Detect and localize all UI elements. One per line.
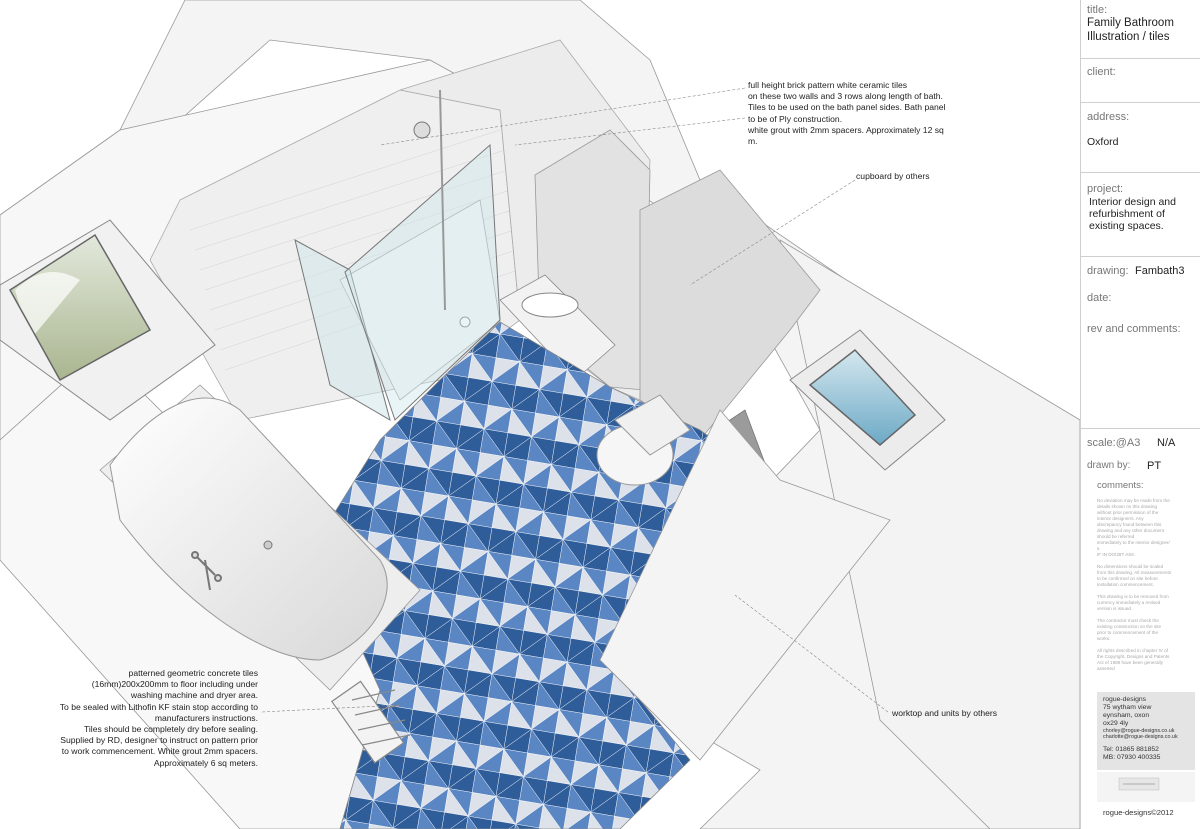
floor-tile xyxy=(773,429,797,457)
floor-tile xyxy=(623,18,651,42)
floor-tile xyxy=(330,453,354,481)
floor-tile xyxy=(627,0,651,18)
floor-tile xyxy=(0,662,6,690)
floor-tile xyxy=(757,381,785,405)
floor-tile xyxy=(725,129,749,157)
address-value: Oxford xyxy=(1087,136,1119,148)
client-label: client: xyxy=(1087,66,1116,78)
floor-tile xyxy=(14,595,38,623)
floor-tile xyxy=(326,480,354,504)
floor-tile xyxy=(650,0,678,18)
floor-tile xyxy=(717,761,741,789)
floor-tile xyxy=(721,761,745,789)
date-label: date: xyxy=(1087,292,1112,304)
drawing-title: Family Bathroom Illustration / tiles xyxy=(1087,17,1174,43)
floor-tile xyxy=(342,405,366,433)
floor-tile xyxy=(61,773,85,801)
floor-tile xyxy=(6,642,30,670)
floor-tile xyxy=(709,77,737,101)
floor-tile xyxy=(828,243,856,267)
drawn-value: PT xyxy=(1147,460,1162,472)
floor-tile xyxy=(286,421,314,445)
drawing-value: Fambath3 xyxy=(1135,265,1185,277)
floor-tile xyxy=(638,796,666,820)
floor-tile xyxy=(176,796,204,820)
floor-tile xyxy=(37,622,61,650)
annotation-cupboard: cupboard by others xyxy=(856,171,930,181)
floor-tile xyxy=(808,219,836,243)
floor-tile xyxy=(769,164,797,188)
floor-tile xyxy=(306,449,334,473)
floor-tile xyxy=(610,816,638,829)
floor-tile xyxy=(769,184,793,212)
floor-tile xyxy=(152,788,176,816)
floor-tile xyxy=(658,824,686,829)
floor-tile xyxy=(694,761,722,785)
floor-tile xyxy=(789,212,813,240)
floor-tile xyxy=(128,784,156,808)
floor-tile xyxy=(156,769,184,793)
floor-tile xyxy=(650,18,674,46)
floor-tile xyxy=(314,405,342,429)
floor-tile xyxy=(10,622,38,646)
basin xyxy=(522,293,578,317)
logo-icon xyxy=(1097,772,1195,802)
project-value: Interior design and refurbishment of existing spaces. xyxy=(1089,196,1176,232)
company-logo xyxy=(1097,772,1195,802)
floor-tile xyxy=(124,808,148,829)
floor-tile xyxy=(172,816,196,829)
floor-tile xyxy=(828,247,856,271)
floor-tile xyxy=(769,160,797,184)
floor-tile xyxy=(670,46,694,74)
floor-tile xyxy=(745,156,769,184)
floor-tile xyxy=(101,804,129,828)
floor-tile xyxy=(662,69,690,93)
floor-tile xyxy=(706,101,730,129)
floor-tile xyxy=(334,453,358,481)
floor-tile xyxy=(777,409,805,433)
floor-tile xyxy=(674,0,698,26)
floor-tile xyxy=(682,101,710,125)
floor-tile xyxy=(156,788,180,816)
floor-tile xyxy=(0,638,10,662)
floor-tile xyxy=(753,401,777,429)
floor-tile xyxy=(666,800,690,828)
shower-head-icon xyxy=(414,122,430,138)
floor-tile xyxy=(128,788,156,812)
floor-tile xyxy=(749,156,773,184)
scale-label: scale:@A3 xyxy=(1087,437,1141,449)
floor-tile xyxy=(690,49,718,73)
floor-tile xyxy=(334,433,362,457)
company-address-2: eynsham, oxon xyxy=(1103,712,1150,719)
floor-tile xyxy=(81,781,109,805)
floor-tile xyxy=(709,101,733,129)
floor-tile xyxy=(670,22,698,46)
floor-tile xyxy=(603,0,631,14)
floor-tile xyxy=(634,820,658,829)
annotation-worktop: worktop and units by others xyxy=(892,708,998,718)
floor-tile xyxy=(690,53,718,77)
floor-tile xyxy=(792,164,816,192)
floor-tile xyxy=(314,425,338,453)
floor-tile xyxy=(33,622,57,650)
floor-tile xyxy=(101,808,129,829)
floor-tile xyxy=(195,824,223,829)
company-mobile: MB: 07930 400335 xyxy=(1103,753,1161,761)
floor-tile xyxy=(638,820,662,829)
address-label: address: xyxy=(1087,111,1130,123)
scale-value: N/A xyxy=(1157,437,1176,449)
floor-tile xyxy=(757,378,785,402)
floor-tile xyxy=(105,781,129,809)
floor-tile xyxy=(0,614,10,642)
floor-tile xyxy=(690,781,714,809)
drawing-label: drawing: xyxy=(1087,265,1129,277)
floor-tile xyxy=(789,188,817,212)
rev-label: rev and comments: xyxy=(1087,323,1181,335)
annotation-floor-tiles: patterned geometric concrete tiles (16mm)200x200mm to floor including under washing machine and dryer area. To be sealed with Lithofin KF stain stop according to manufacturers instructions. Tiles should be completely dry before sealing. Supplied by RD, designer to instruct on pattern prior to work commencement. White grout 2mm spacers. Approximately 6 sq meters. xyxy=(59,668,258,768)
floor-tile xyxy=(176,792,204,816)
floor-tile xyxy=(694,757,722,781)
floor-tile xyxy=(623,14,651,38)
floor-tile xyxy=(650,0,678,22)
floor-tile xyxy=(721,152,749,176)
floor-tile xyxy=(666,46,690,74)
floor-tile xyxy=(10,618,38,642)
floor-tile xyxy=(662,800,686,828)
company-email-2: charlotte@rogue-designs.co.uk xyxy=(1103,734,1178,741)
floor-tile xyxy=(682,97,710,121)
company-box xyxy=(1097,692,1195,770)
floor-tile xyxy=(808,216,836,240)
floor-tile xyxy=(757,401,781,429)
floor-tile xyxy=(702,125,730,149)
floor-tile xyxy=(148,816,176,829)
annotation-wall-tiles: full height brick pattern white ceramic tiles on these two walls and 3 rows along length of bath. Tiles to be used on the bath panel sides. Bath panel to be of Ply construction. white grout with 2mm spacers. Approximately 12 sq m. xyxy=(748,80,946,147)
floor-tile xyxy=(195,820,223,829)
floor-tile xyxy=(109,781,133,809)
floor-tile xyxy=(690,73,714,101)
floor-tile xyxy=(785,212,809,240)
title-block xyxy=(1080,0,1200,829)
floor-tile xyxy=(777,405,805,429)
floor-tile xyxy=(334,429,362,453)
floor-tile xyxy=(702,129,730,153)
floor-tile xyxy=(10,642,34,670)
floor-tile xyxy=(694,781,718,809)
floor-tile xyxy=(832,219,856,247)
floor-tile xyxy=(30,646,58,670)
company-address-3: ox29 4ly xyxy=(1103,720,1129,727)
floor-tile xyxy=(789,192,817,216)
floor-tile xyxy=(81,800,105,828)
floor-tile xyxy=(670,26,698,50)
floor-tile xyxy=(630,0,654,18)
comments-text: No deviation may be made from the details shown on this drawing without prior permission of the interior designer/s. Any discrepancy found between this drawing and any other document should be referred immediately to the interior designer/ s. IF IN DOUBT ASK. No dimensions should be scaled from this drawing. All measurements to be confirmed on site before installation commencement. This drawing is to be removed from currency immediately a revised version is issued. The contractor must check the existing construction on the site prior to commencement of the works. All rights described in chapter IV of the Copyright, Designs and Patents Act of 1988 have been generally asserted xyxy=(1097,498,1172,671)
title-label: title: xyxy=(1087,4,1108,16)
project-label: project: xyxy=(1087,183,1124,195)
floor-tile xyxy=(765,184,789,212)
company-email-1: chorley@rogue-designs.co.uk xyxy=(1103,728,1175,734)
floor-tile xyxy=(603,0,631,10)
floor-tile xyxy=(0,642,10,666)
copyright: rogue-designs©2012 xyxy=(1103,808,1174,817)
floor-tile xyxy=(0,614,14,642)
floor-tile xyxy=(128,808,152,829)
company-tel: Tel: 01865 881852 xyxy=(1103,745,1159,753)
floor-tile xyxy=(176,816,200,829)
floor-tile xyxy=(338,405,362,433)
floor-tile xyxy=(662,73,690,97)
floor-tile xyxy=(267,417,291,445)
comments-label: comments: xyxy=(1097,480,1144,491)
floor-tile xyxy=(812,192,836,220)
floor-tile xyxy=(148,812,176,829)
floor-tile xyxy=(306,453,334,477)
floor-tile xyxy=(713,53,737,81)
floor-tile xyxy=(852,247,876,275)
company-address-1: 75 wytham view xyxy=(1103,704,1152,711)
floor-tile xyxy=(777,429,801,457)
floor-tile xyxy=(666,781,694,805)
floor-tile xyxy=(646,18,670,46)
floor-tile xyxy=(81,777,109,801)
floor-tile xyxy=(0,595,18,619)
bath-drain-icon xyxy=(264,541,272,549)
company-name: rogue-designs xyxy=(1103,696,1147,703)
column-panel xyxy=(640,170,820,440)
drawn-label: drawn by: xyxy=(1087,460,1131,471)
floor-tile xyxy=(286,425,314,449)
floor-tile xyxy=(694,26,718,54)
floor-tile xyxy=(310,425,334,453)
floor-tile xyxy=(0,591,18,615)
